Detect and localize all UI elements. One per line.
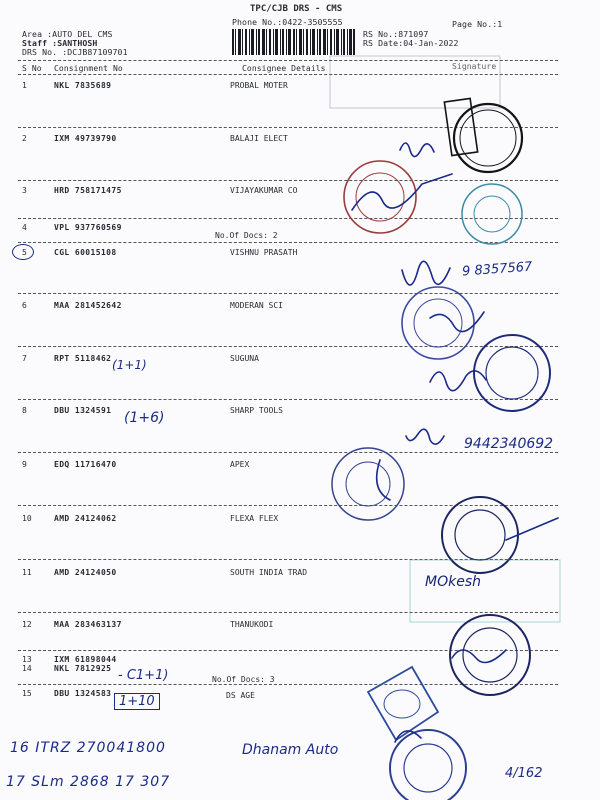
- handwritten-signature: MOkesh: [425, 574, 481, 590]
- document-title: TPC/CJB DRS - CMS: [250, 4, 343, 14]
- row-sno: 3: [22, 186, 27, 195]
- signature-scribble: [402, 261, 450, 285]
- row-sno: 9: [22, 460, 27, 469]
- consignment-no: AMD 24124062: [54, 514, 117, 523]
- consignee-name: MODERAN SCI: [230, 301, 283, 310]
- consignee-name: BALAJI ELECT: [230, 134, 288, 143]
- handwritten-quantity: (1+6): [124, 410, 165, 426]
- handwritten-signature: 4/162: [505, 766, 543, 781]
- divider: [18, 180, 558, 181]
- divider: [18, 559, 558, 560]
- row-sno: 4: [22, 223, 27, 232]
- consignment-no: NKL 7835689: [54, 81, 112, 90]
- row-sno: 2: [22, 134, 27, 143]
- consignment-no: HRD 758171475: [54, 186, 122, 195]
- stamp-balaji-received: [444, 98, 522, 172]
- row-sno: 15: [22, 689, 32, 698]
- drs-number: DRS No. :DCJB87109701: [22, 47, 128, 57]
- handwritten-consignment: 17 SLm 2868 17 307: [6, 774, 171, 790]
- staff-label: Staff :SANTHOSH: [22, 38, 98, 48]
- phone-number: Phone No.:0422-3505555: [232, 17, 343, 27]
- row-sno: 5: [22, 248, 27, 257]
- page-number: Page No.:1: [452, 19, 503, 29]
- divider: [18, 346, 558, 347]
- stamp-cyan: [462, 184, 522, 244]
- consignment-no: MAA 283463137: [54, 620, 122, 629]
- consignee-name: VISHNU PRASATH: [230, 248, 298, 257]
- no-of-docs: No.Of Docs: 3: [212, 675, 275, 684]
- consignment-no: NKL 7812925: [54, 664, 112, 673]
- stamp-bottom-right: [390, 730, 466, 800]
- signature-scribble: [377, 460, 390, 500]
- row-sno: 13: [22, 655, 32, 664]
- divider: [18, 612, 558, 613]
- divider: [18, 74, 558, 75]
- divider: [18, 218, 558, 219]
- stamp-flexa-flex: [442, 497, 518, 573]
- row-sno: 10: [22, 514, 32, 523]
- consignee-name: THANUKODI: [230, 620, 274, 629]
- consignee-name: VIJAYAKUMAR CO: [230, 186, 298, 195]
- handwritten-quantity: - C1+1): [118, 668, 169, 683]
- divider: [18, 650, 558, 651]
- handwritten-consignment: 16 ITRZ 270041800: [10, 740, 166, 756]
- signature-scribble: [400, 143, 434, 157]
- consignment-no: VPL 937760569: [54, 223, 122, 232]
- divider: [18, 505, 558, 506]
- consignee-name: SUGUNA: [230, 354, 259, 363]
- divider: [18, 399, 558, 400]
- col-consignment: Consignment No: [54, 64, 123, 73]
- consignee-name: PROBAL MOTER: [230, 81, 288, 90]
- consignment-no: DBU 1324583: [54, 689, 112, 698]
- divider: [18, 127, 558, 128]
- handwritten-circle: [12, 244, 34, 260]
- consignment-no: MAA 281452642: [54, 301, 122, 310]
- signature-scribble: [430, 371, 486, 391]
- consignee-name: FLEXA FLEX: [230, 514, 279, 523]
- consignment-no: RPT 5118462: [54, 354, 112, 363]
- consignment-no: IXM 49739790: [54, 134, 117, 143]
- divider: [18, 293, 558, 294]
- divider: [18, 242, 558, 243]
- signature-scribble: [395, 731, 421, 742]
- row-sno: 14: [22, 664, 32, 673]
- consignee-name: APEX: [230, 460, 250, 469]
- divider: [18, 452, 558, 453]
- barcode: [232, 29, 356, 55]
- stamp-vijayakumar: [344, 161, 416, 233]
- consignment-no: AMD 24124050: [54, 568, 117, 577]
- area-label: Area :AUTO DEL CMS: [22, 29, 113, 39]
- signature-scribble: [430, 312, 484, 332]
- signature-scribble: [506, 518, 558, 540]
- consignment-no: CGL 60015108: [54, 248, 117, 257]
- consignee-name: SOUTH INDIA TRAD: [230, 568, 308, 577]
- divider: [18, 60, 558, 61]
- consignment-no: IXM 61898044: [54, 655, 117, 664]
- handwritten-quantity: 1+10: [114, 693, 160, 710]
- no-of-docs: No.Of Docs: 2: [215, 231, 278, 240]
- row-sno: 11: [22, 568, 32, 577]
- consignee-name: DS AGE: [226, 691, 255, 700]
- stamp-apex: [332, 448, 404, 520]
- rs-date: RS Date:04-Jan-2022: [363, 38, 459, 48]
- handwritten-consignee: Dhanam Auto: [242, 742, 339, 758]
- stamp-ds-agency: [368, 667, 438, 740]
- handwritten-phone: 9 8357567: [461, 259, 533, 280]
- row-sno: 1: [22, 81, 27, 90]
- signature-scribble: [452, 650, 506, 663]
- row-sno: 6: [22, 301, 27, 310]
- handwritten-quantity: (1+1): [112, 358, 147, 372]
- consignment-no: EDQ 11716470: [54, 460, 117, 469]
- stamp-modern-scientific: [402, 287, 474, 359]
- consignee-name: SHARP TOOLS: [230, 406, 283, 415]
- col-signature: Signature: [452, 62, 497, 71]
- col-sno: S No: [22, 64, 42, 73]
- row-sno: 12: [22, 620, 32, 629]
- rs-number: RS No.:871097: [363, 29, 429, 39]
- row-sno: 7: [22, 354, 27, 363]
- stamp-thanukodi: [450, 615, 530, 695]
- row-sno: 8: [22, 406, 27, 415]
- consignment-no: DBU 1324591: [54, 406, 112, 415]
- col-consignee-details: Consignee Details: [242, 64, 326, 73]
- signature-scribble: [406, 429, 444, 444]
- handwritten-phone: 9442340692: [464, 436, 554, 452]
- divider: [18, 684, 558, 685]
